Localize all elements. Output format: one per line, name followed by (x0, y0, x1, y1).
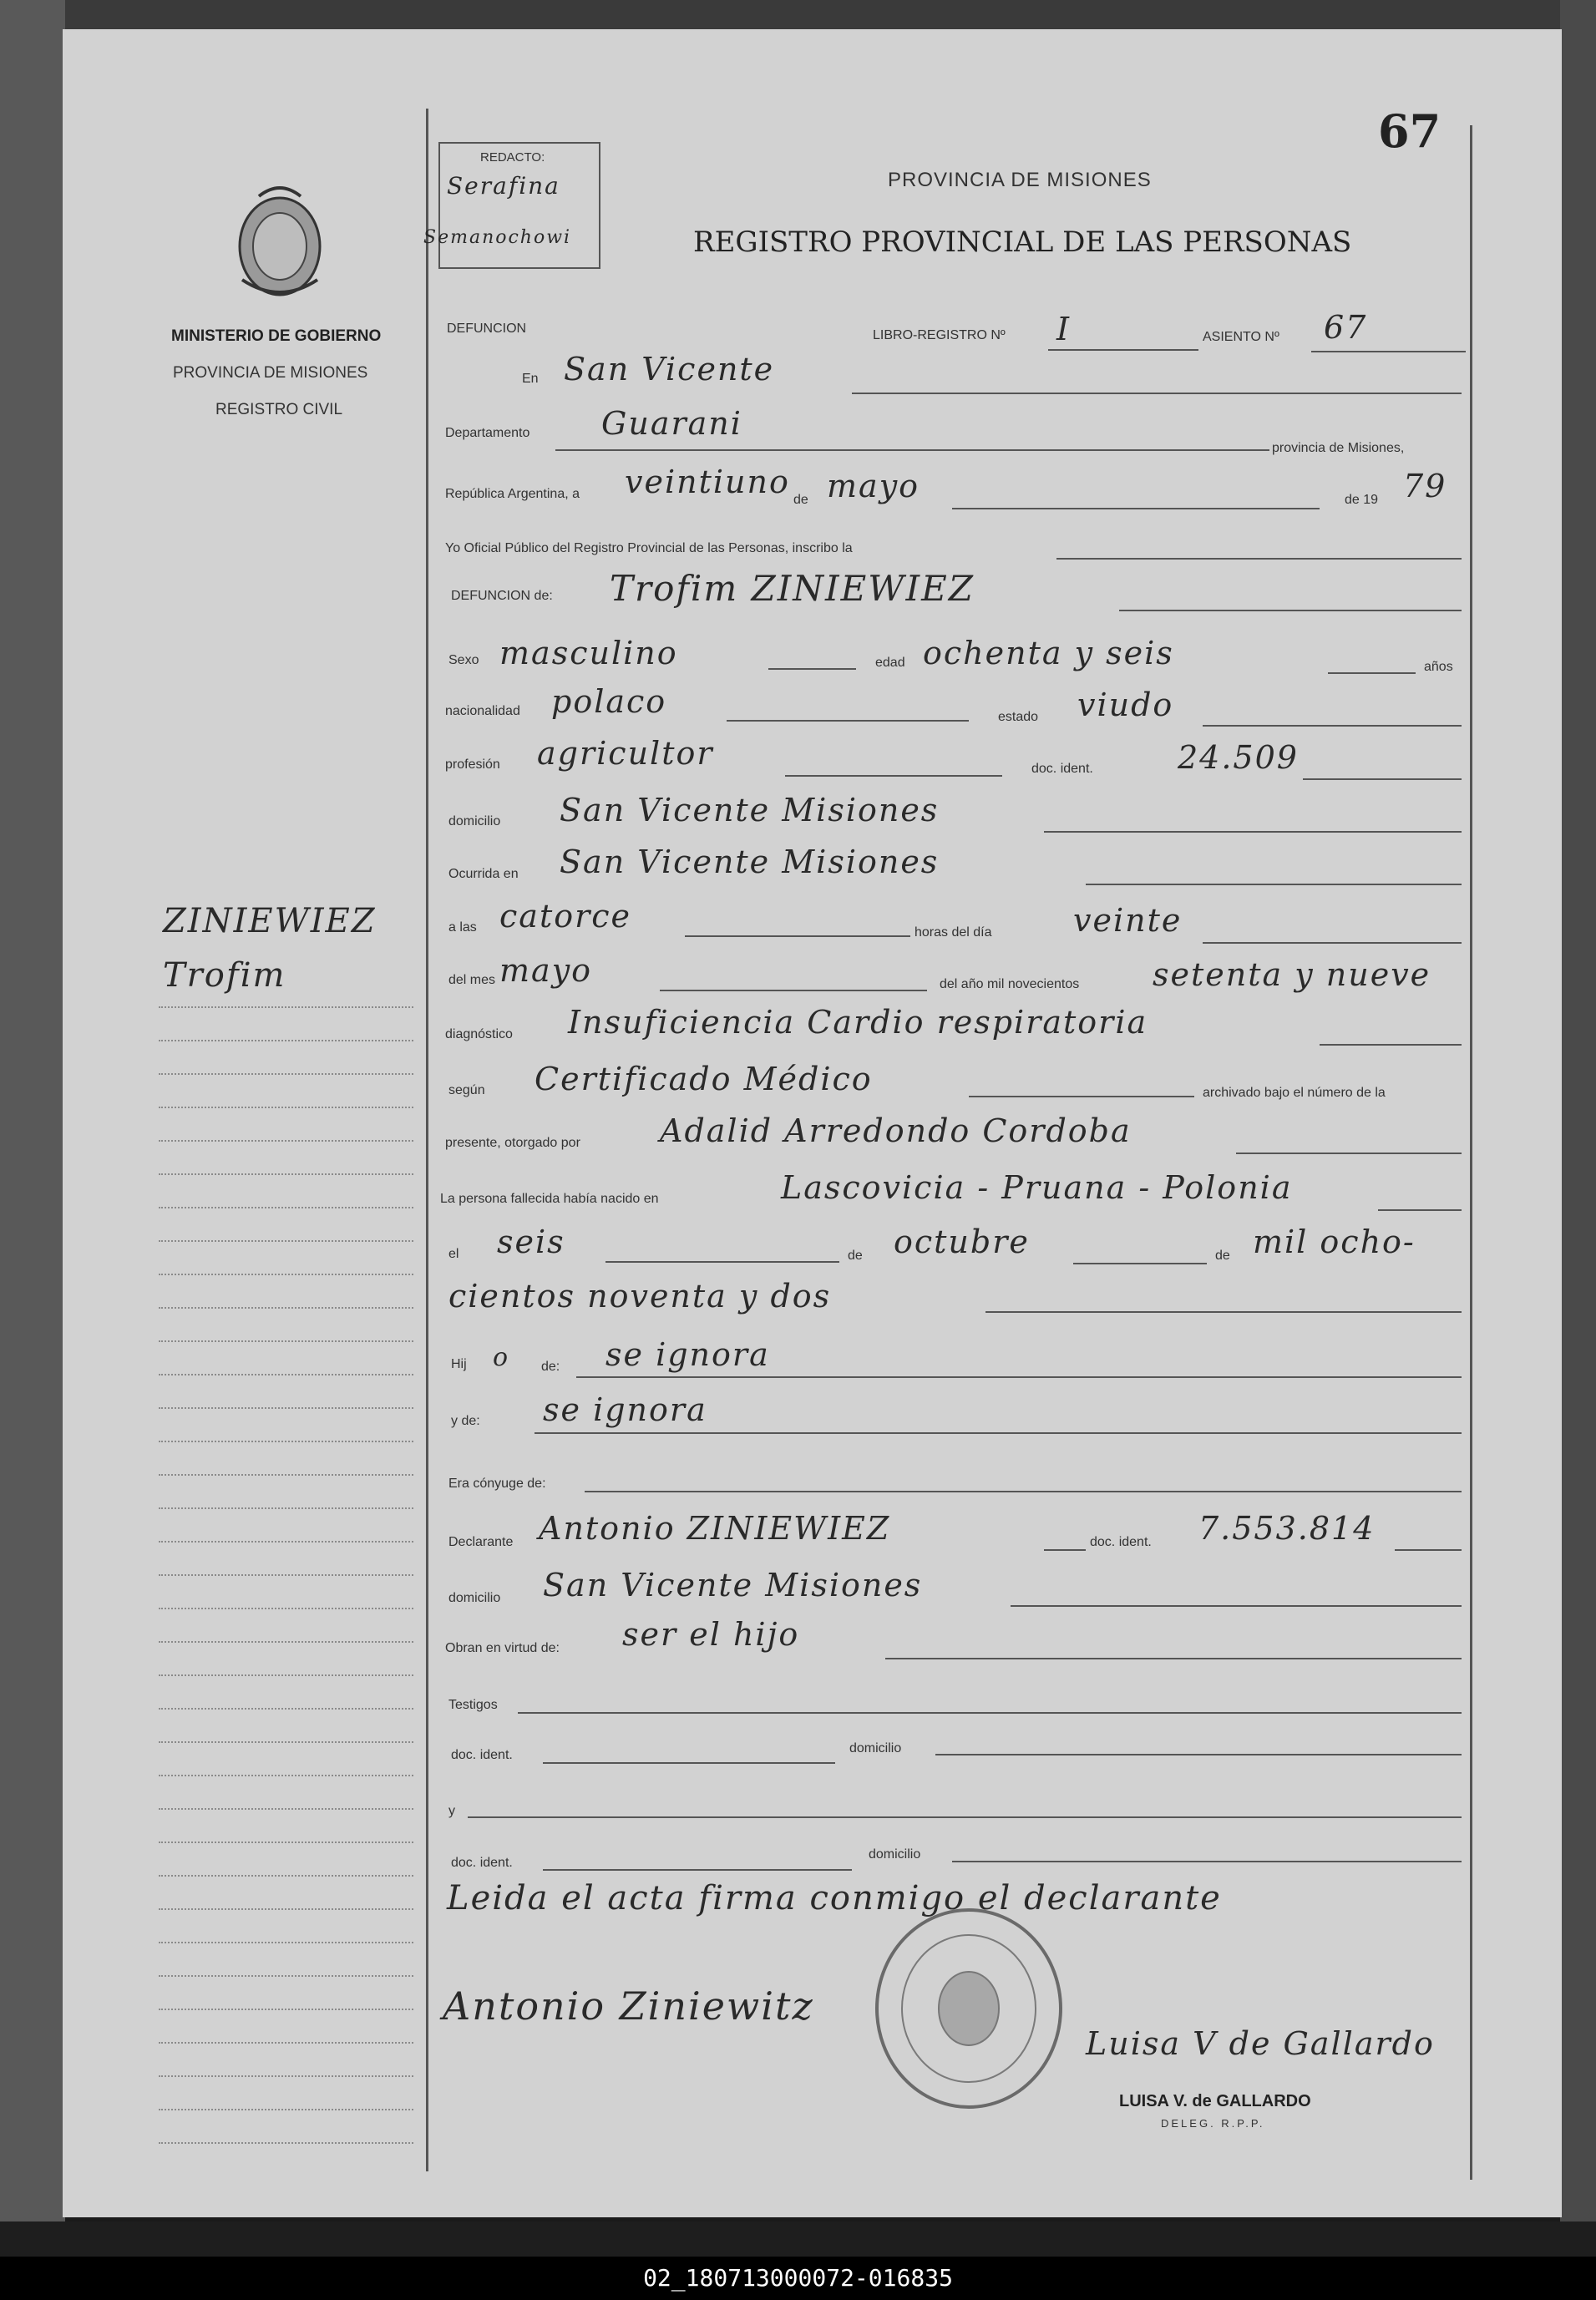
nacido-label: La persona fallecida había nacido en (440, 1192, 659, 1206)
margin-dotted-line (159, 1107, 413, 1108)
sexo-label: Sexo (448, 653, 479, 667)
declarante-doc-value: 7.553.814 (1198, 1510, 1376, 1547)
hijo-de-label: de: (541, 1360, 560, 1374)
book-top-edge (65, 0, 1560, 33)
domicilio4-label: domicilio (869, 1847, 921, 1862)
margin-dotted-line (159, 1641, 413, 1643)
form-type-label: DEFUNCION (447, 322, 527, 336)
mes2-value: octubre (894, 1223, 1030, 1260)
segun-label: según (448, 1083, 485, 1097)
anio-mil-label: del año mil novecientos (940, 977, 1080, 991)
horas-label: horas del día (915, 925, 992, 940)
official-signature: Luisa V de Gallardo (1086, 2025, 1435, 2062)
yo-oficial-text: Yo Oficial Público del Registro Provincial de las Personas, inscribo la (445, 541, 853, 555)
ministry-line1: MINISTERIO DE GOBIERNO (171, 327, 382, 345)
doc2-label: doc. ident. (451, 1856, 513, 1870)
el-label: el (448, 1247, 459, 1261)
diagnostico-label: diagnóstico (445, 1027, 513, 1041)
doc-value: 24.509 (1178, 739, 1299, 776)
margin-dotted-line (159, 1708, 413, 1710)
margin-dotted-line (159, 1207, 413, 1208)
registry-heading: REGISTRO PROVINCIAL DE LAS PERSONAS (693, 225, 1352, 259)
redacto-box (423, 142, 600, 269)
margin-dotted-line (159, 1240, 413, 1242)
profesion-value: agricultor (537, 735, 714, 772)
yde-label: y de: (451, 1414, 480, 1428)
mes-value: mayo (827, 468, 920, 504)
margin-dotted-line (159, 1441, 413, 1442)
archivado-label: archivado bajo el número de la (1203, 1086, 1386, 1100)
margin-dotted-line (159, 1274, 413, 1275)
sexo-value: masculino (499, 635, 678, 671)
scan-bottom-edge (0, 2221, 1596, 2257)
margin-dotted-line (159, 2109, 413, 2110)
margin-dotted-line (159, 1875, 413, 1877)
margin-given-name: Trofim (163, 956, 286, 995)
anio2-value: mil ocho- (1253, 1223, 1416, 1260)
libro-value: I (1056, 311, 1072, 347)
doc1-label: doc. ident. (451, 1748, 513, 1762)
margin-dotted-line (159, 1140, 413, 1142)
margin-dotted-line (159, 1908, 413, 1910)
asiento-value: 67 (1324, 309, 1368, 346)
domicilio-value: San Vicente Misiones (560, 792, 940, 828)
doc-label: doc. ident. (1031, 762, 1093, 776)
nacido-value: Lascovicia - Pruana - Polonia (781, 1169, 1293, 1206)
right-rule (1470, 125, 1472, 2180)
republica-label: República Argentina, a (445, 487, 580, 501)
margin-dotted-line (159, 1842, 413, 1843)
margin-dotted-line (159, 1942, 413, 1943)
ocurrida-value: San Vicente Misiones (560, 844, 940, 880)
redacto-label: REDACTO: (480, 150, 545, 165)
declarante-doc-label: doc. ident. (1090, 1535, 1152, 1549)
departamento-value: Guarani (601, 405, 742, 442)
margin-dotted-line (159, 1541, 413, 1543)
de3-label: de (1215, 1249, 1230, 1263)
testigos-label: Testigos (448, 1698, 498, 1712)
libro-label: LIBRO-REGISTRO Nº (873, 328, 1006, 342)
nacionalidad-label: nacionalidad (445, 704, 520, 718)
official-stamp-icon (869, 1904, 1069, 2113)
y-label: y (448, 1804, 455, 1818)
de2-label: de (848, 1249, 863, 1263)
margin-dotted-line (159, 1741, 413, 1743)
hijo-de-value: se ignora (605, 1336, 770, 1373)
margin-dotted-line (159, 1775, 413, 1776)
margin-dotted-line (159, 2042, 413, 2044)
margin-dotted-line (159, 1975, 413, 1977)
province-heading: PROVINCIA DE MISIONES (888, 169, 1152, 191)
segun-value: Certificado Médico (535, 1061, 873, 1097)
margin-surname: ZINIEWIEZ (163, 902, 377, 940)
margin-dotted-line (159, 1173, 413, 1175)
domicilio2-label: domicilio (448, 1591, 501, 1605)
domicilio3-label: domicilio (849, 1741, 902, 1755)
obran-value: ser el hijo (622, 1616, 800, 1653)
margin-dotted-line (159, 1474, 413, 1476)
margin-dotted-line (159, 1040, 413, 1041)
anio-value: 79 (1403, 468, 1447, 504)
declarante-label: Declarante (448, 1535, 514, 1549)
closing-statement: Leida el acta firma conmigo el declarante (447, 1879, 1222, 1918)
hijo-suffix: o (493, 1343, 510, 1372)
margin-rule (426, 109, 428, 2171)
redacto-surname: Semanochowi (423, 227, 572, 248)
edad-label: edad (875, 656, 905, 670)
en-value: San Vicente (564, 351, 775, 388)
ocurrida-label: Ocurrida en (448, 867, 519, 881)
redacto-name: Serafina (447, 172, 560, 200)
defuncion-de-label: DEFUNCION de: (451, 589, 553, 603)
obran-label: Obran en virtud de: (445, 1641, 560, 1655)
margin-dotted-line (159, 1608, 413, 1609)
nacionalidad-value: polaco (551, 683, 667, 720)
page-number: 67 (1378, 104, 1441, 158)
margin-dotted-line (159, 2075, 413, 2077)
margin-dotted-line (159, 1674, 413, 1676)
alas-value: catorce (499, 898, 632, 935)
horas-value: veinte (1073, 902, 1183, 939)
margin-dotted-line (159, 1340, 413, 1342)
presente-label: presente, otorgado por (445, 1136, 580, 1150)
anos-label: años (1424, 660, 1453, 674)
book-right-edge (1560, 0, 1596, 2300)
official-title: DELEG. R.P.P. (1161, 2117, 1265, 2130)
image-caption: 02_180713000072-016835 (0, 2257, 1596, 2300)
estado-label: estado (998, 710, 1039, 724)
anio2-continuation: cientos noventa y dos (448, 1278, 832, 1315)
margin-dotted-line (159, 1073, 413, 1075)
departamento-label: Departamento (445, 426, 530, 440)
official-name: LUISA V. de GALLARDO (1119, 2092, 1311, 2110)
margin-dotted-line (159, 2142, 413, 2144)
ministry-line2: PROVINCIA DE MISIONES (173, 364, 368, 382)
domicilio2-value: San Vicente Misiones (543, 1567, 923, 1603)
declarant-signature: Antonio Ziniewitz (443, 1983, 814, 2029)
margin-dotted-line (159, 1407, 413, 1409)
ministry-line3: REGISTRO CIVIL (215, 401, 343, 418)
margin-dotted-line (159, 1574, 413, 1576)
margin-dotted-line (159, 1507, 413, 1509)
yde-value: se ignora (543, 1391, 707, 1428)
estado-value: viudo (1077, 686, 1174, 723)
margin-dotted-line (159, 1006, 413, 1008)
domicilio-label: domicilio (448, 814, 501, 828)
en-label: En (522, 372, 539, 386)
alas-label: a las (448, 920, 477, 935)
edad-value: ochenta y seis (923, 635, 1174, 671)
delmes-value: mayo (499, 952, 593, 989)
declarante-value: Antonio ZINIEWIEZ (539, 1510, 891, 1547)
provincia-suffix: provincia de Misiones, (1272, 441, 1405, 455)
book-spine (0, 0, 65, 2300)
de19-label: de 19 (1345, 493, 1379, 507)
profesion-label: profesión (445, 757, 500, 772)
delmes-label: del mes (448, 973, 496, 987)
margin-dotted-line (159, 1808, 413, 1810)
defuncion-de-value: Trofim ZINIEWIEZ (610, 568, 975, 609)
asiento-label: ASIENTO Nº (1203, 330, 1279, 344)
conyuge-label: Era cónyuge de: (448, 1477, 546, 1491)
diagnostico-value: Insuficiencia Cardio respiratoria (568, 1004, 1148, 1041)
margin-dotted-line (159, 2009, 413, 2010)
hijo-label: Hij (451, 1357, 467, 1371)
anio-mil-value: setenta y nueve (1153, 956, 1431, 993)
margin-dotted-line (159, 1307, 413, 1309)
presente-value: Adalid Arredondo Cordoba (660, 1112, 1132, 1149)
dia-value: veintiuno (625, 464, 790, 500)
coat-of-arms-icon (225, 180, 334, 305)
el-value: seis (497, 1223, 565, 1260)
de-label: de (793, 493, 808, 507)
margin-dotted-line (159, 1374, 413, 1375)
